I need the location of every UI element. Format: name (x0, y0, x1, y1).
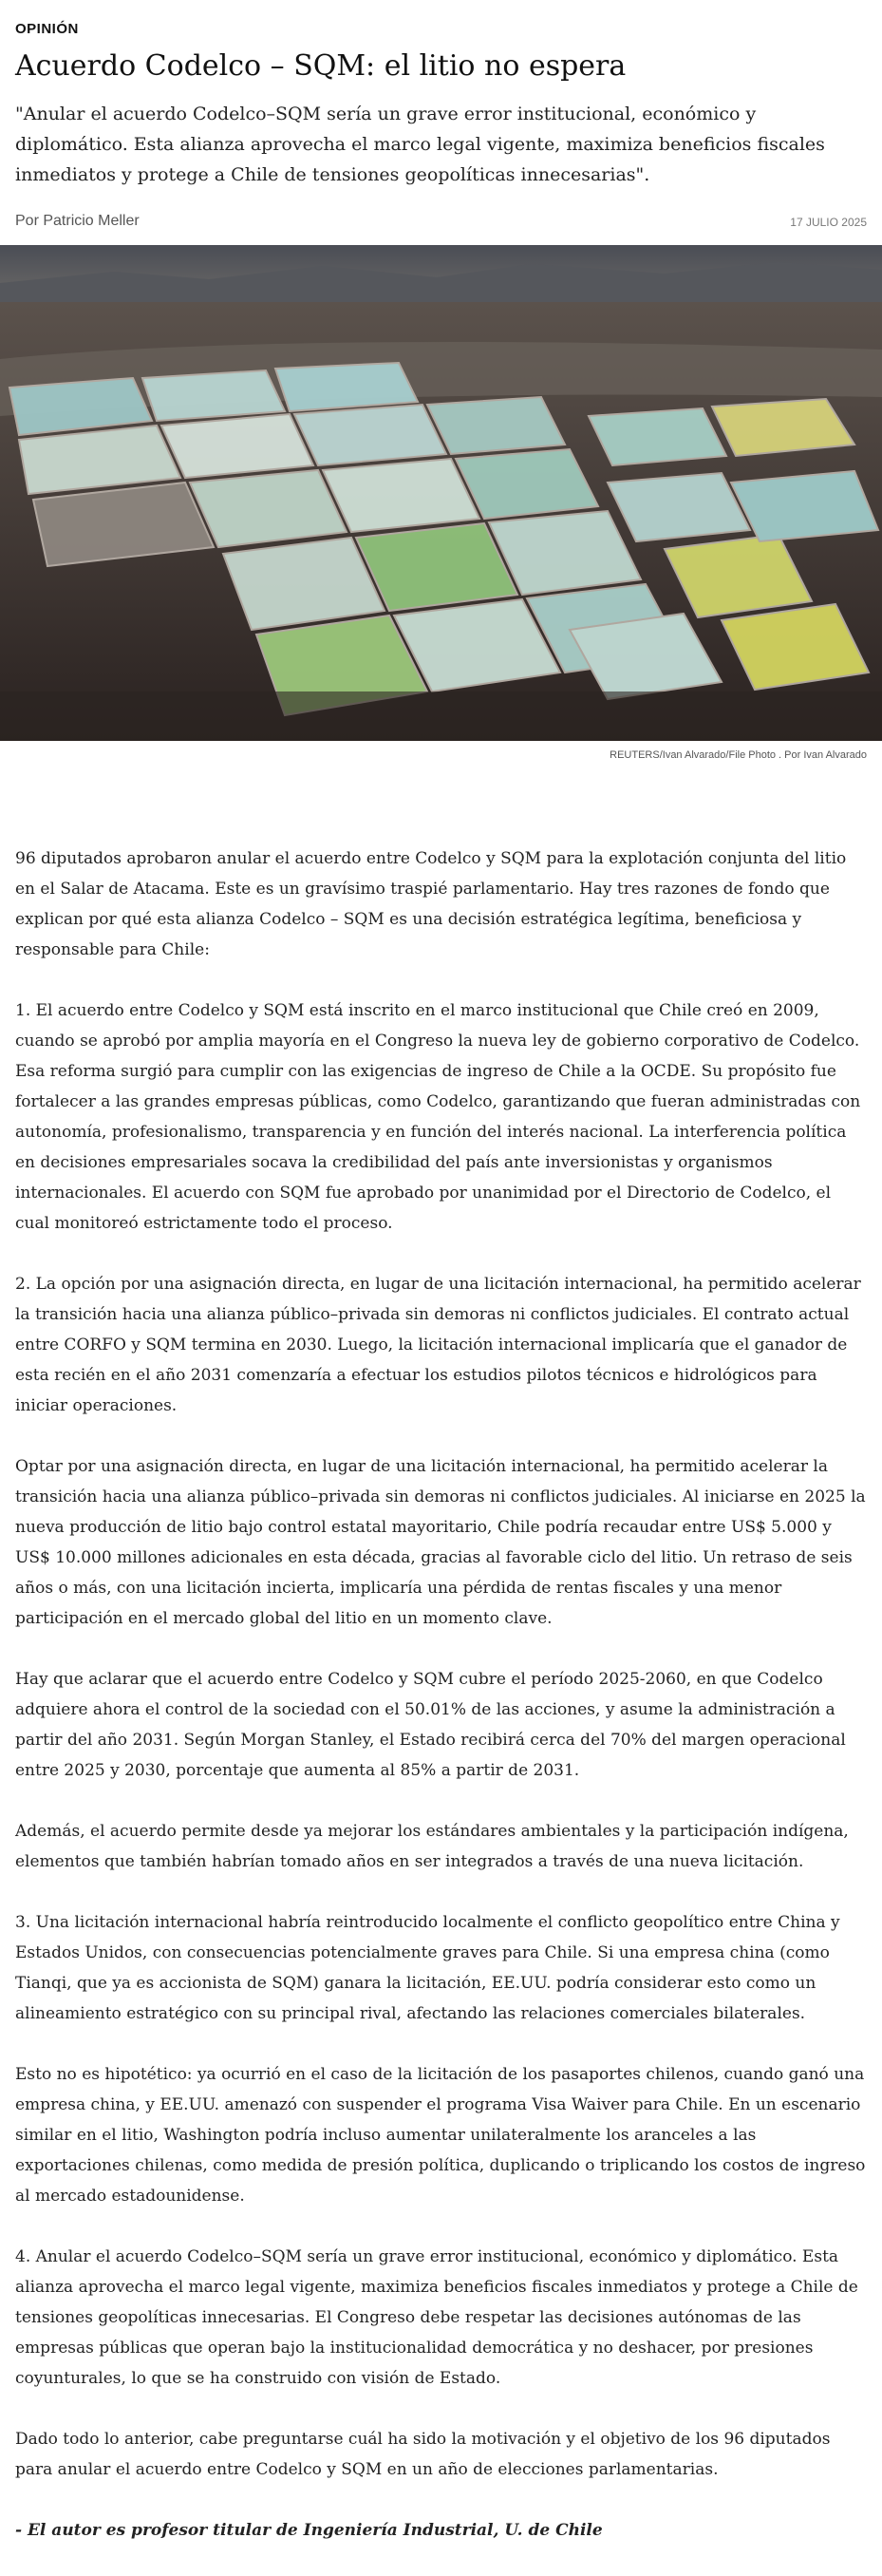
paragraph: Hay que aclarar que el acuerdo entre Codelco y SQM cubre el período 2025-2060, en que Codelco adquiere ahora el control de la sociedad con el 50.01% de las acciones, y asume la administración a partir del año 2031. Según Morgan Stanley, el Estado recibirá cerca del 70% del margen operacional entre 2025 y 2030, porcentaje que aumenta al 85% a partir de 2031. (15, 1670, 846, 1780)
salar-photo-illustration (0, 245, 882, 741)
paragraph: 96 diputados aprobaron anular el acuerdo entre Codelco y SQM para la explotación conjunta del litio en el Salar de Atacama. Este es un gravísimo traspié parlamentario. Hay tres razones de fondo que explican por qué esta alianza Codelco – SQM es una decisión estratégica legítima, beneficiosa y responsable para Chile: (15, 849, 847, 959)
paragraph: 1. El acuerdo entre Codelco y SQM está inscrito en el marco institucional que Chile creó en 2009, cuando se aprobó por amplia mayoría en el Congreso la nueva ley de gobierno corporativo de Codelco. Esa reforma surgió para cumplir con las exigencias de ingreso de Chile a la OCDE. Su propósito fue fortalecer a las grandes empresas públicas, como Codelco, garantizando que fueran administradas con autonomía, profesionalismo, transparencia y en función del interés nacional. La interferencia política en decisiones empresariales socava la credibilidad del país ante inversionistas y organismos internacionales. El acuerdo con SQM fue aprobado por unanimidad por el Directorio de Codelco, el cual monitoreó estrictamente todo el proceso. (15, 1001, 861, 1233)
paragraph: 3. Una licitación internacional habría reintroducido localmente el conflicto geopolítico entre China y Estados Unidos, con consecuencias potencialmente graves para Chile. Si una empresa china (como Tianqi, que ya es accionista de SQM) ganara la licitación, EE.UU. podría considerar esto como un alineamiento estratégico con su principal rival, afectando las relaciones comerciales bilaterales. (15, 1913, 840, 2023)
paragraph: Dado todo lo anterior, cabe preguntarse cuál ha sido la motivación y el objetivo de los 96 diputados para anular el acuerdo entre Codelco y SQM en un año de elecciones parlamentarias. (15, 2430, 831, 2479)
publish-date: 17 JULIO 2025 (790, 216, 867, 229)
author-note: - El autor es profesor titular de Ingeniería Industrial, U. de Chile (15, 2521, 603, 2540)
article-title: Acuerdo Codelco – SQM: el litio no espera (15, 49, 627, 83)
paragraph: Optar por una asignación directa, en lugar de una licitación internacional, ha permitido acelerar la transición hacia una alianza público–privada sin demoras ni conflictos judiciales. Al iniciarse en 2025 la nueva producción de litio bajo control estatal mayoritario, Chile podría recaudar entre US$ 5.000 y US$ 10.000 millones adicionales en esta década, gracias al favorable ciclo del litio. Un retraso de seis años o más, con una licitación incierta, implicaría una pérdida de rentas fiscales y una menor participación en el mercado global del litio en un momento clave. (15, 1457, 866, 1628)
section-label[interactable]: OPINIÓN (15, 21, 79, 37)
paragraph: Además, el acuerdo permite desde ya mejorar los estándares ambientales y la participación indígena, elementos que también habrían tomado años en ser integrados a través de una nueva licitación. (15, 1822, 849, 1871)
lead-photo (0, 245, 882, 741)
paragraph: 2. La opción por una asignación directa, en lugar de una licitación internacional, ha permitido acelerar la transición hacia una alianza público–privada sin demoras ni conflictos judiciales. El contrato actual entre CORFO y SQM termina en 2030. Luego, la licitación internacional implicaría que el ganador de esta recién en el año 2031 comenzaría a efectuar los estudios pilotos técnicos e hidrológicos para iniciar operaciones. (15, 1275, 861, 1415)
byline[interactable]: Por Patricio Meller (15, 213, 140, 229)
paragraph: Esto no es hipotético: ya ocurrió en el caso de la licitación de los pasaportes chilenos, cuando ganó una empresa china, y EE.UU. amenazó con suspender el programa Visa Waiver para Chile. En un escenario similar en el litio, Washington podría incluso aumentar unilateralmente los aranceles a las exportaciones chilenas, como medida de presión política, duplicando o triplicando los costos de ingreso al mercado estadounidense. (15, 2065, 866, 2206)
photo-credit: REUTERS/Ivan Alvarado/File Photo . Por Ivan Alvarado (610, 749, 867, 761)
paragraph: 4. Anular el acuerdo Codelco–SQM sería un grave error institucional, económico y diplomático. Esta alianza aprovecha el marco legal vigente, maximiza beneficios fiscales inmediatos y protege a Chile de tensiones geopolíticas innecesarias. El Congreso debe respetar las decisiones autónomas de las empresas públicas que operan bajo la institucionalidad democrática y no deshacer, por presiones coyunturales, lo que se ha construido con visión de Estado. (15, 2247, 858, 2388)
article-body (15, 843, 870, 2576)
article-dek: "Anular el acuerdo Codelco–SQM sería un grave error institucional, económico y diplomático. Esta alianza aprovecha el marco legal vigente, maximiza beneficios fiscales inmediatos y protege a Chile de tensiones geopolíticas innecesarias". (15, 104, 825, 185)
